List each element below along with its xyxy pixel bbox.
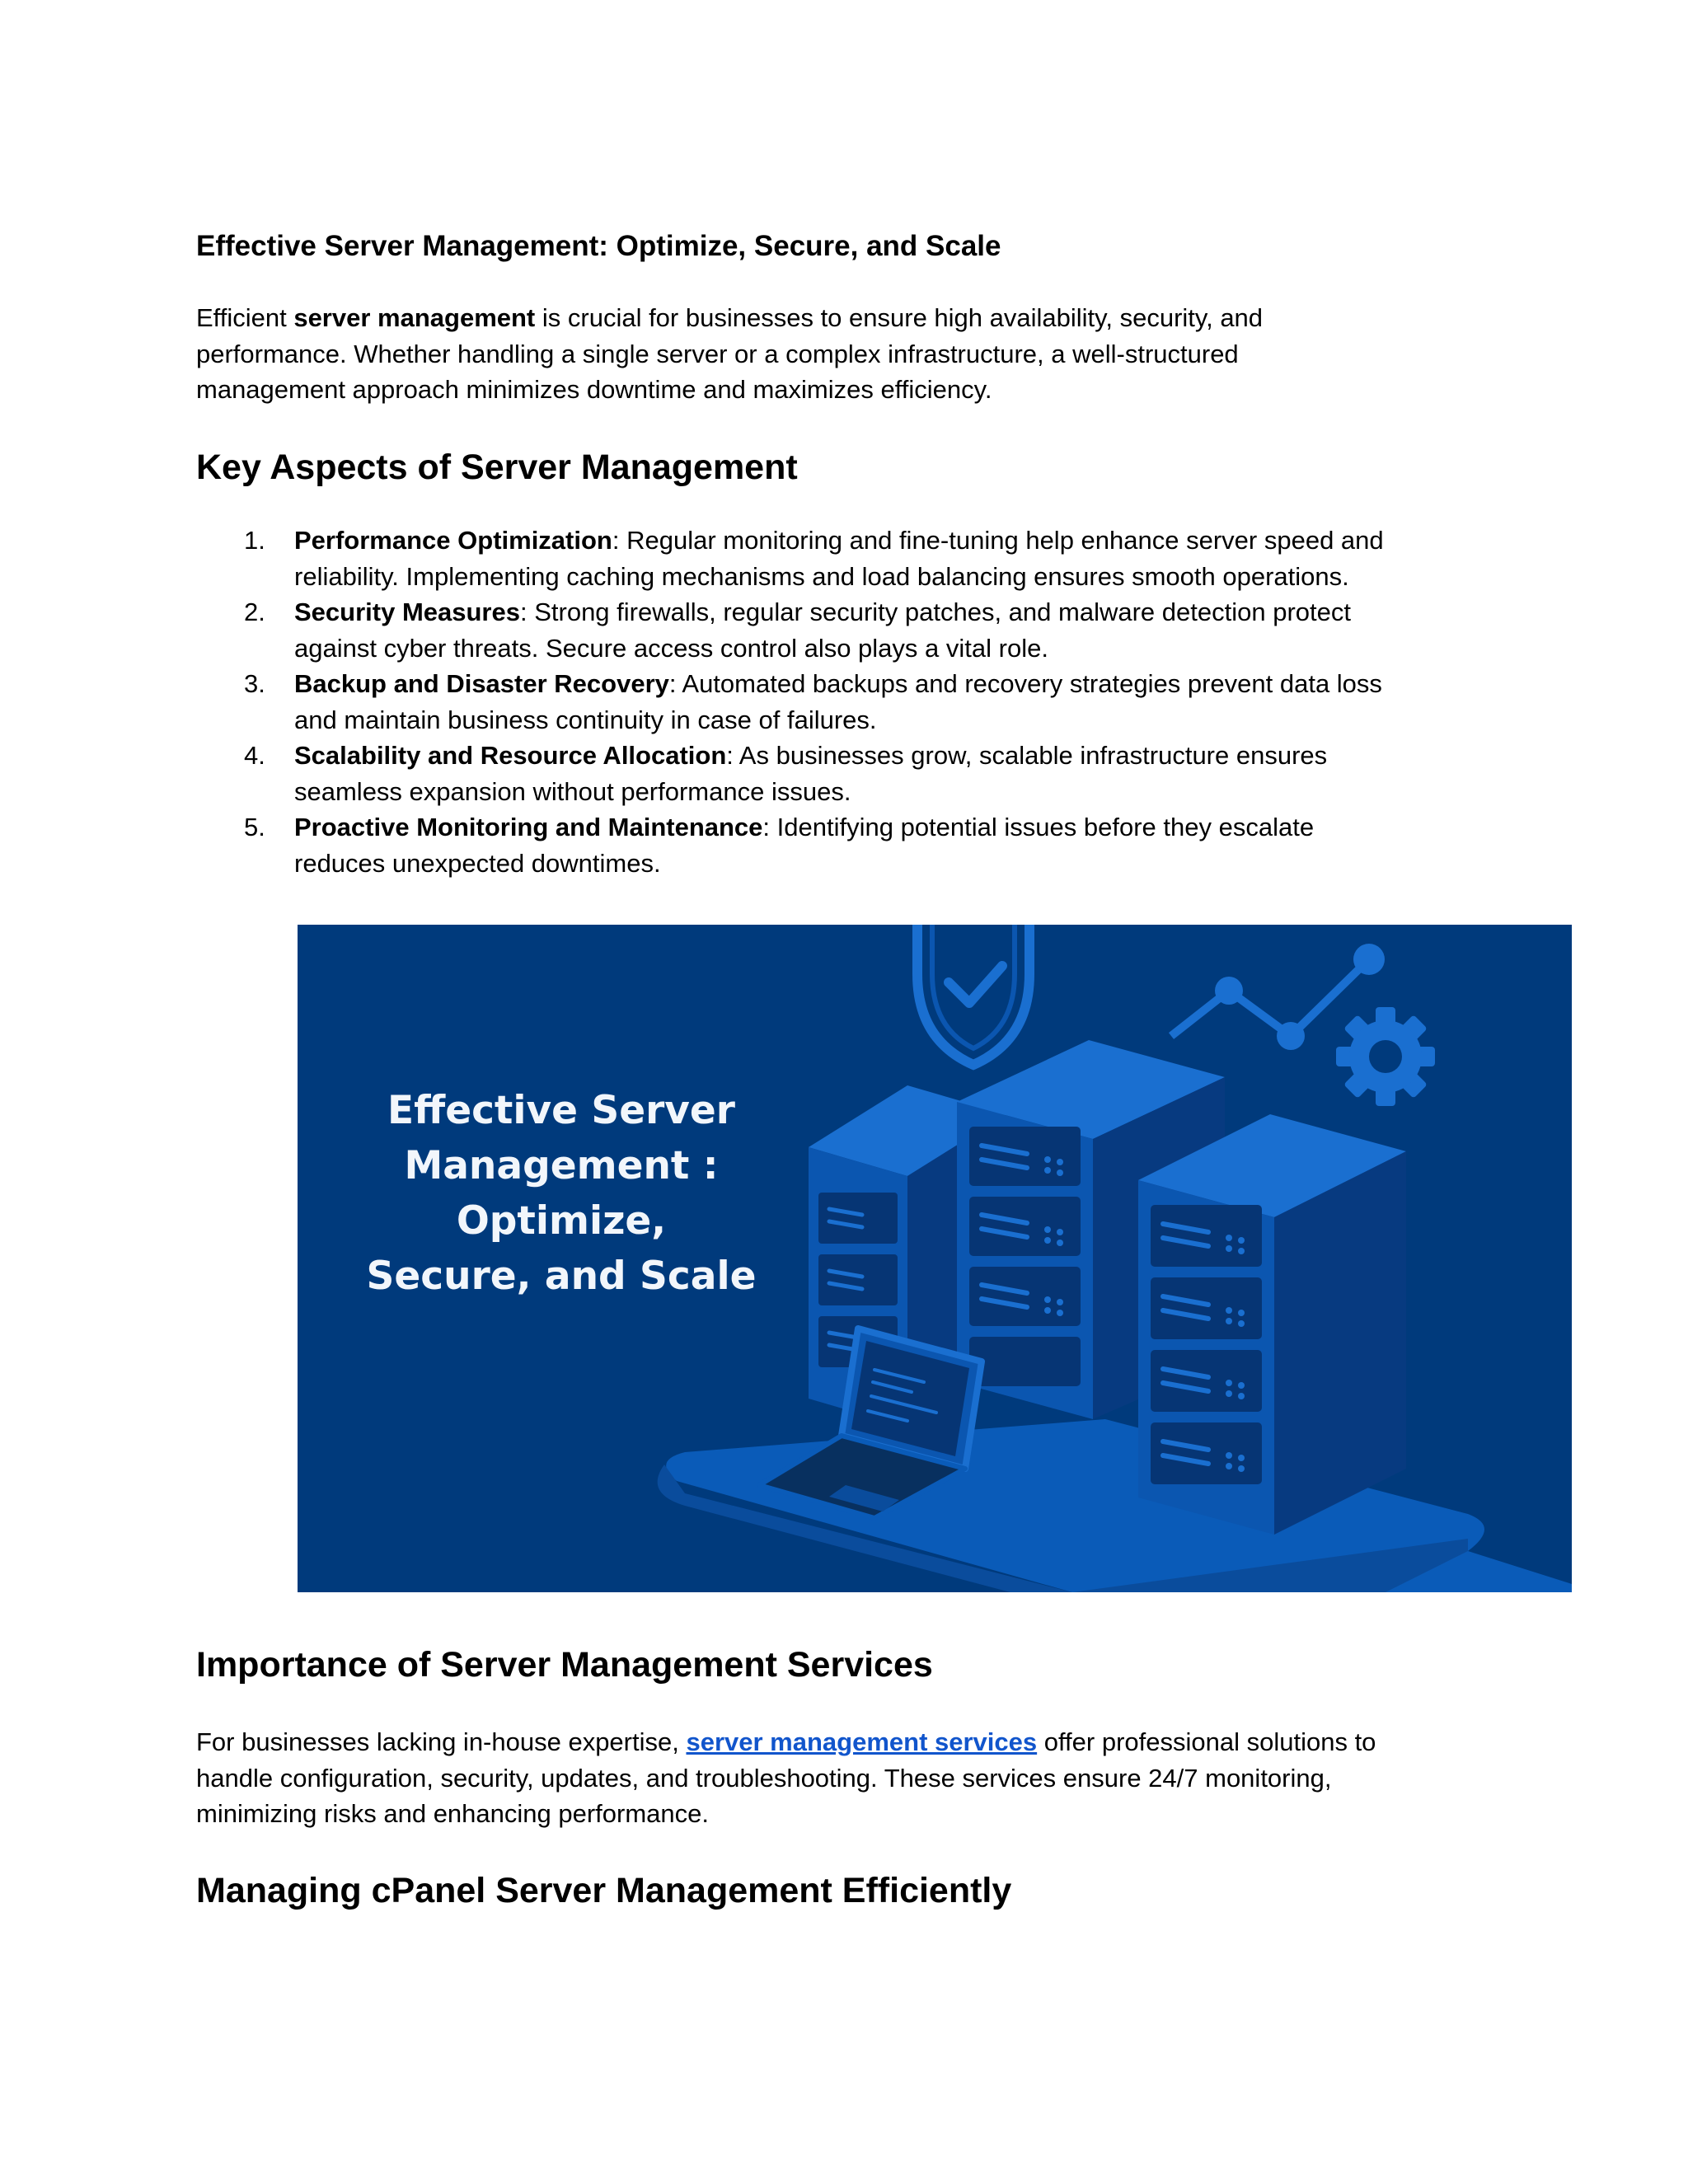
key-aspects-heading: Key Aspects of Server Management: [196, 448, 798, 487]
list-item-line2: against cyber threats. Secure access control also plays a vital role.: [294, 633, 1048, 663]
list-item-line1: : As businesses grow, scalable infrastructure ensures: [726, 741, 1328, 770]
list-item-line2: and maintain business continuity in case of failures.: [294, 705, 877, 734]
list-item-title: Backup and Disaster Recovery: [294, 669, 669, 698]
intro-bold-term: server management: [293, 303, 536, 332]
list-item: [196, 523, 1482, 594]
list-item: [196, 809, 1482, 881]
list-item-line1: : Automated backups and recovery strategies prevent data loss: [668, 669, 1382, 698]
importance-line1-rest: offer professional solutions to: [1037, 1727, 1376, 1756]
hero-illustration: [298, 925, 1572, 1592]
list-item-line1: : Strong firewalls, regular security patches, and malware detection protect: [519, 598, 1351, 626]
list-item-title: Scalability and Resource Allocation: [294, 741, 727, 770]
intro-paragraph: [196, 300, 1515, 408]
importance-text-pre: For businesses lacking in-house expertise,: [196, 1727, 687, 1756]
hero-title-line2: Management : Optimize,: [404, 1143, 719, 1244]
key-aspects-list: [196, 523, 1482, 881]
intro-line1-rest: is crucial for businesses to ensure high availability, security, and: [535, 303, 1264, 332]
list-item-number: 3.: [244, 669, 265, 698]
list-item-number: 1.: [244, 526, 265, 555]
list-item-number: 2.: [244, 598, 265, 626]
list-item-number: 4.: [244, 741, 265, 770]
gear-icon: [1336, 1007, 1435, 1106]
list-item-title: Performance Optimization: [294, 526, 612, 555]
cpanel-heading: Managing cPanel Server Management Efficiently: [196, 1871, 1012, 1910]
hero-title-line3: Secure, and Scale: [366, 1254, 757, 1299]
importance-line2: handle configuration, security, updates, and troubleshooting. These services ensure 24/7 monitoring,: [196, 1763, 1332, 1793]
server-rack-icon: [1138, 1114, 1406, 1535]
hero-title-line1: Effective Server: [387, 1088, 735, 1133]
server-management-services-link[interactable]: server management services: [686, 1727, 1038, 1756]
list-item-title: Proactive Monitoring and Maintenance: [294, 813, 763, 841]
list-item-line1: : Identifying potential issues before they escalate: [762, 813, 1315, 841]
list-item-number: 5.: [244, 813, 265, 841]
list-item: [196, 666, 1482, 738]
list-item-line2: seamless expansion without performance issues.: [294, 776, 851, 806]
list-item-line2: reliability. Implementing caching mechanisms and load balancing ensures smooth operations.: [294, 561, 1349, 591]
intro-text-pre: Efficient: [196, 303, 294, 332]
intro-line2: performance. Whether handling a single server or a complex infrastructure, a well-structured: [196, 339, 1239, 368]
shield-check-icon: [917, 925, 1029, 1065]
list-item-line1: : Regular monitoring and fine-tuning help enhance server speed and: [612, 526, 1384, 555]
list-item-line2: reduces unexpected downtimes.: [294, 848, 661, 878]
importance-line3: minimizing risks and enhancing performance.: [196, 1799, 710, 1828]
hero-title: [331, 1083, 792, 1304]
list-item: [196, 738, 1482, 809]
intro-line3: management approach minimizes downtime and maximizes efficiency.: [196, 375, 992, 404]
list-item-title: Security Measures: [294, 598, 520, 626]
list-item: [196, 594, 1482, 666]
importance-paragraph: [196, 1724, 1515, 1832]
document-title: Effective Server Management: Optimize, Secure, and Scale: [196, 230, 1001, 262]
importance-heading: Importance of Server Management Services: [196, 1645, 933, 1685]
